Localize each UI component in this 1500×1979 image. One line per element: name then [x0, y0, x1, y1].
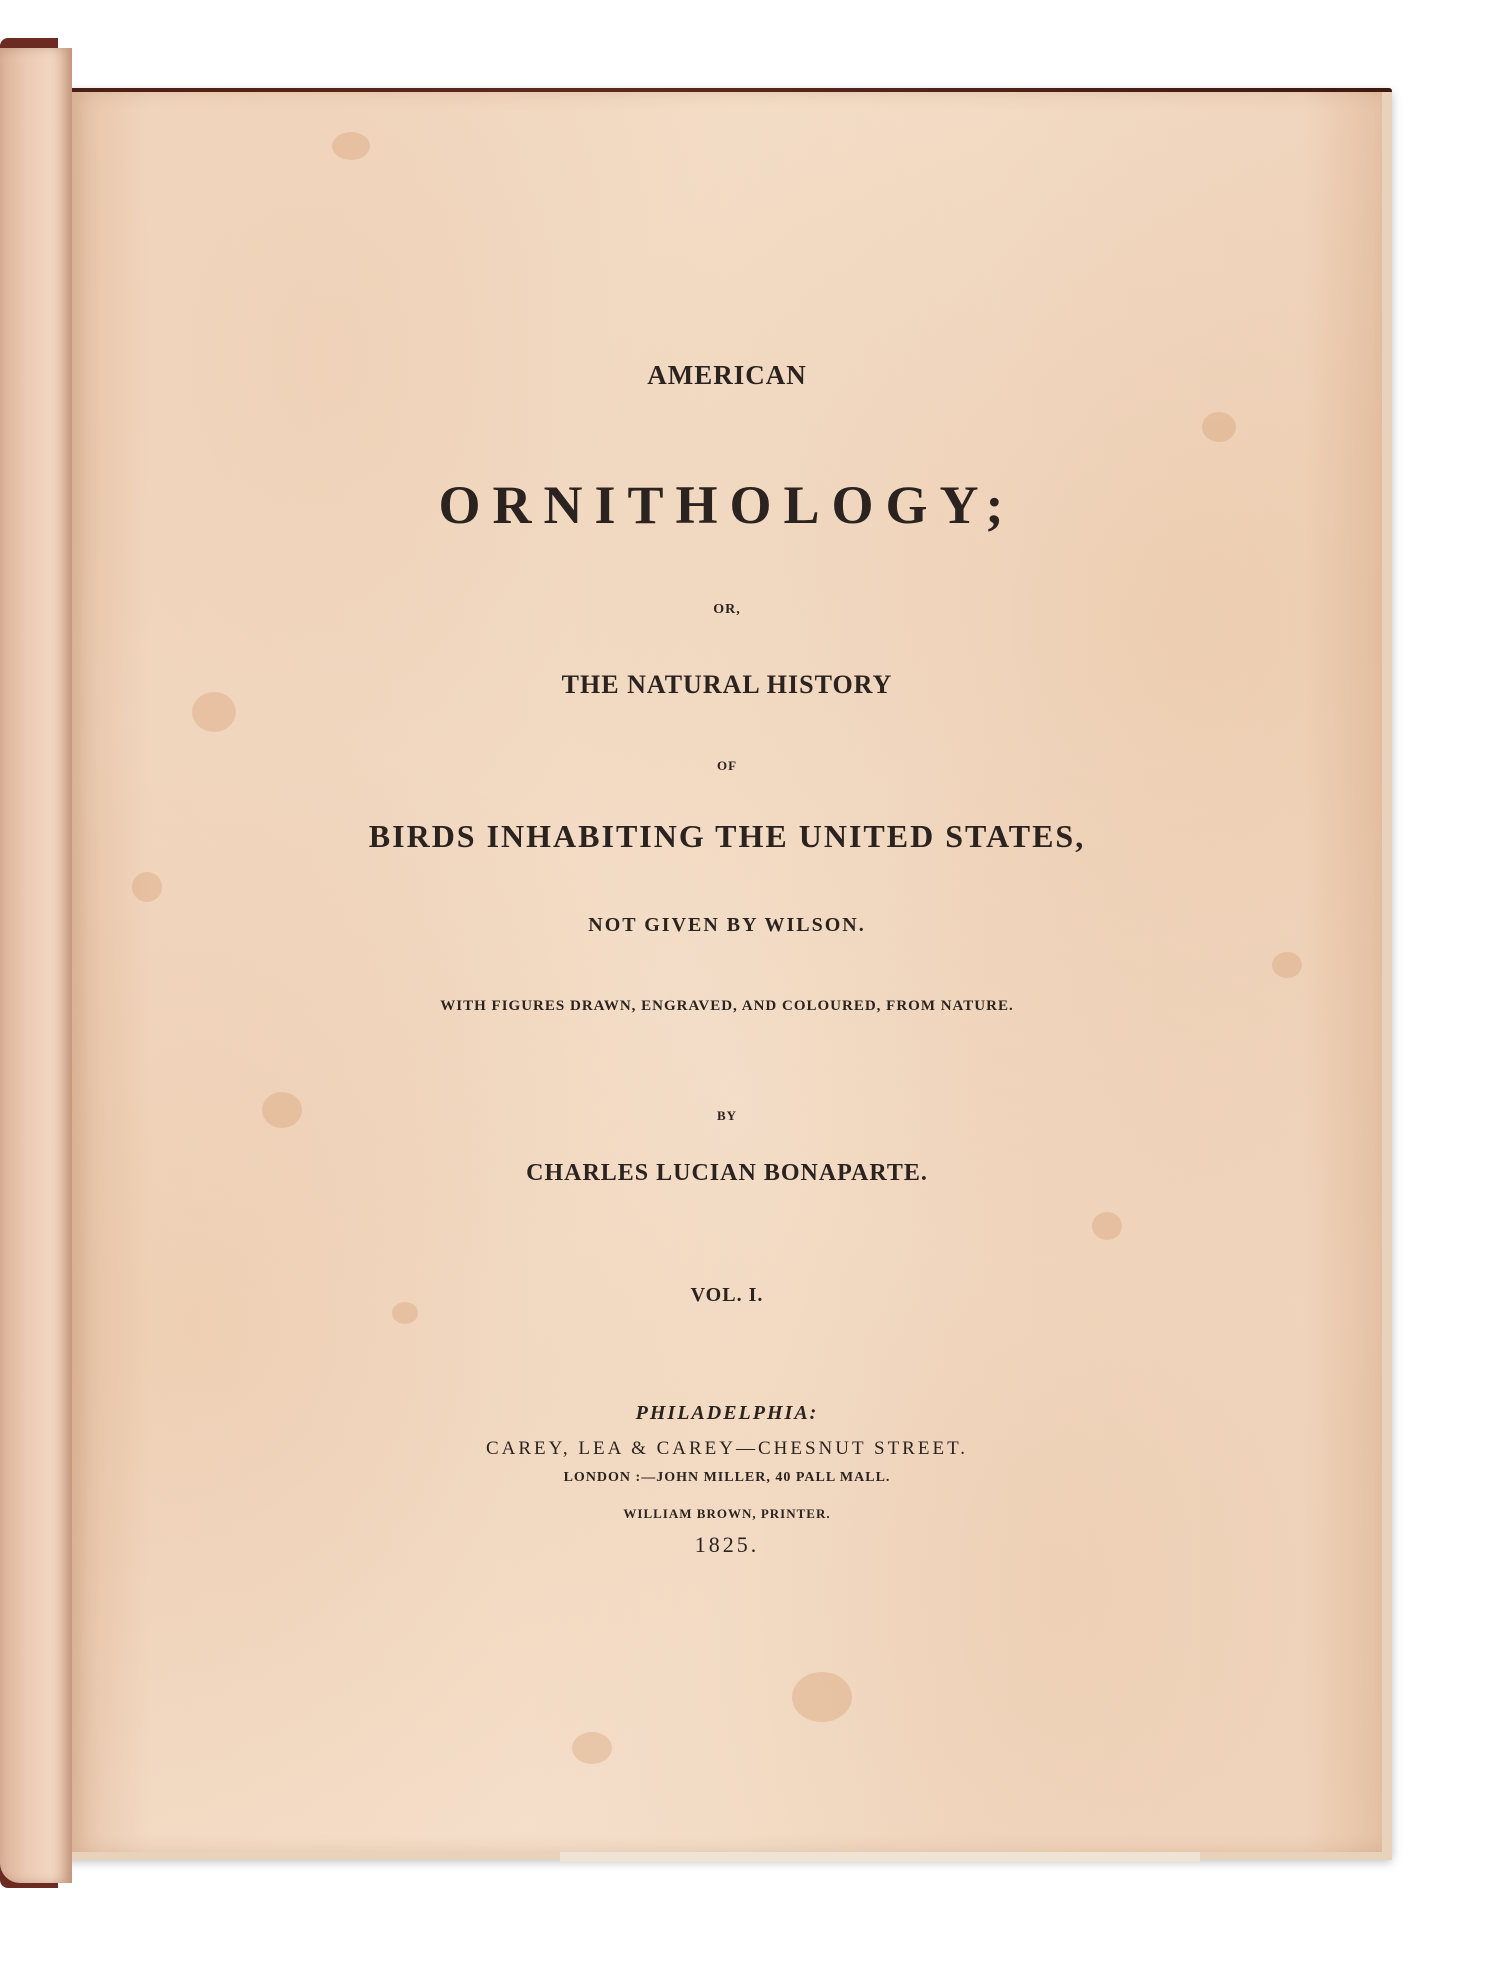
title-line-american: AMERICAN [647, 360, 807, 390]
volume-number: VOL. I. [690, 1284, 764, 1306]
foxing-spot [792, 1672, 852, 1722]
imprint-year: 1825. [694, 1532, 760, 1557]
foxing-spot [1272, 952, 1302, 978]
imprint-london: LONDON :—JOHN MILLER, 40 PALL MALL. [563, 1470, 891, 1485]
author-name: CHARLES LUCIAN BONAPARTE. [526, 1160, 928, 1186]
main-title: ORNITHOLOGY; [438, 475, 1016, 535]
foxing-spot [132, 872, 162, 902]
subtitle-not-given: NOT GIVEN BY WILSON. [588, 914, 866, 936]
title-line-by: BY [716, 1108, 738, 1123]
title-line-or: OR, [713, 602, 741, 617]
book-left-leaf [0, 48, 72, 1883]
foxing-spot [332, 132, 370, 160]
title-line-of: OF [716, 758, 738, 773]
foxing-spot [1092, 1212, 1122, 1240]
foxing-spot [1202, 412, 1236, 442]
imprint-city: PHILADELPHIA: [635, 1402, 819, 1424]
subtitle-natural-history: THE NATURAL HISTORY [561, 670, 893, 699]
title-page [72, 92, 1382, 1852]
foxing-spot [572, 1732, 612, 1764]
imprint-publisher: CAREY, LEA & CAREY—CHESNUT STREET. [485, 1438, 969, 1459]
subtitle-birds: BIRDS INHABITING THE UNITED STATES, [368, 818, 1086, 854]
imprint-printer: WILLIAM BROWN, PRINTER. [623, 1506, 831, 1521]
subtitle-figures: WITH FIGURES DRAWN, ENGRAVED, AND COLOURED, FROM NATURE. [440, 998, 1014, 1014]
